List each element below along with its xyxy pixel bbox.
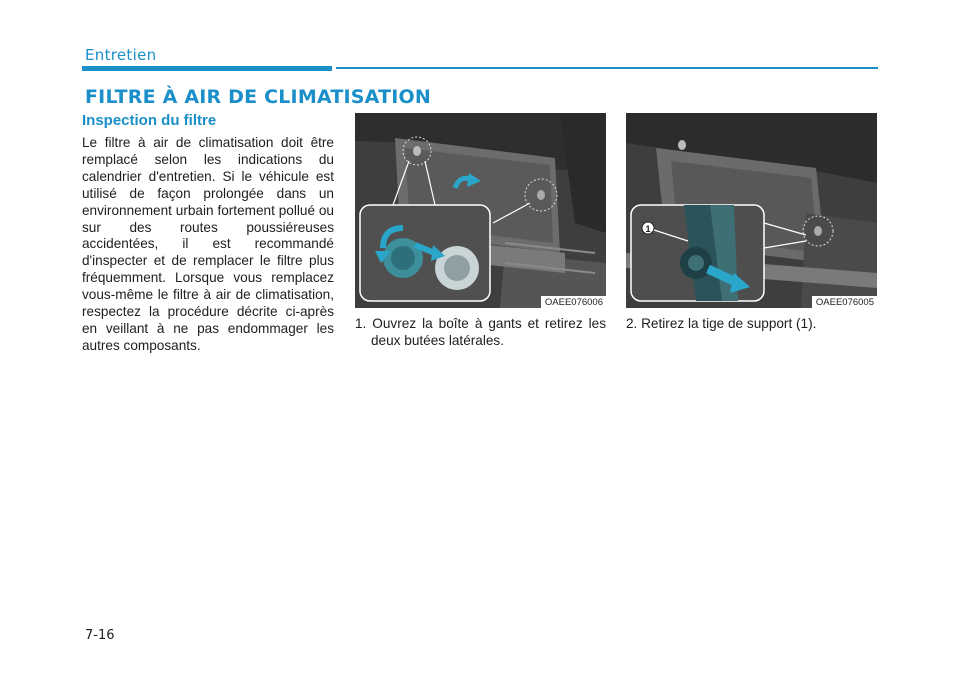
section-label: Entretien bbox=[85, 46, 157, 64]
glovebox-illustration bbox=[355, 113, 606, 308]
header-rule-thin bbox=[336, 67, 878, 69]
page-number: 7-16 bbox=[85, 628, 115, 643]
header-rule-thick bbox=[82, 66, 332, 71]
figure-glovebox-stoppers bbox=[355, 113, 606, 308]
section-subtitle: Inspection du filtre bbox=[82, 112, 217, 129]
figure-code: OAEE076006 bbox=[541, 296, 606, 308]
support-rod-illustration bbox=[626, 113, 877, 308]
step-1-text bbox=[355, 316, 606, 350]
figure-code: OAEE076005 bbox=[812, 296, 877, 308]
figure-support-rod bbox=[626, 113, 877, 308]
step-2-text: 2. Retirez la tige de support (1). bbox=[626, 316, 817, 331]
intro-paragraph: Le filtre à air de climatisation doit être remplacé selon les indications du calendrier d'entretien. Si le véhicule est utilisé de façon prolongée dans un environnement urbain fortement pollué ou sur des routes poussiéreuses accidentées, il est recommandé d'inspecter et de remplacer le filtre plus fréquemment. Lorsque vous remplacez vous-même le filtre à air de climatisation, respectez la procédure décrite ci-après en veillant à ne pas endommager les autres composants. bbox=[82, 135, 334, 353]
step-1-label: 1. Ouvrez la boîte à gants et retirez les deux butées latérales. bbox=[355, 316, 606, 348]
callout-number: 1 bbox=[645, 224, 651, 234]
page-title: FILTRE À AIR DE CLIMATISATION bbox=[85, 86, 431, 108]
